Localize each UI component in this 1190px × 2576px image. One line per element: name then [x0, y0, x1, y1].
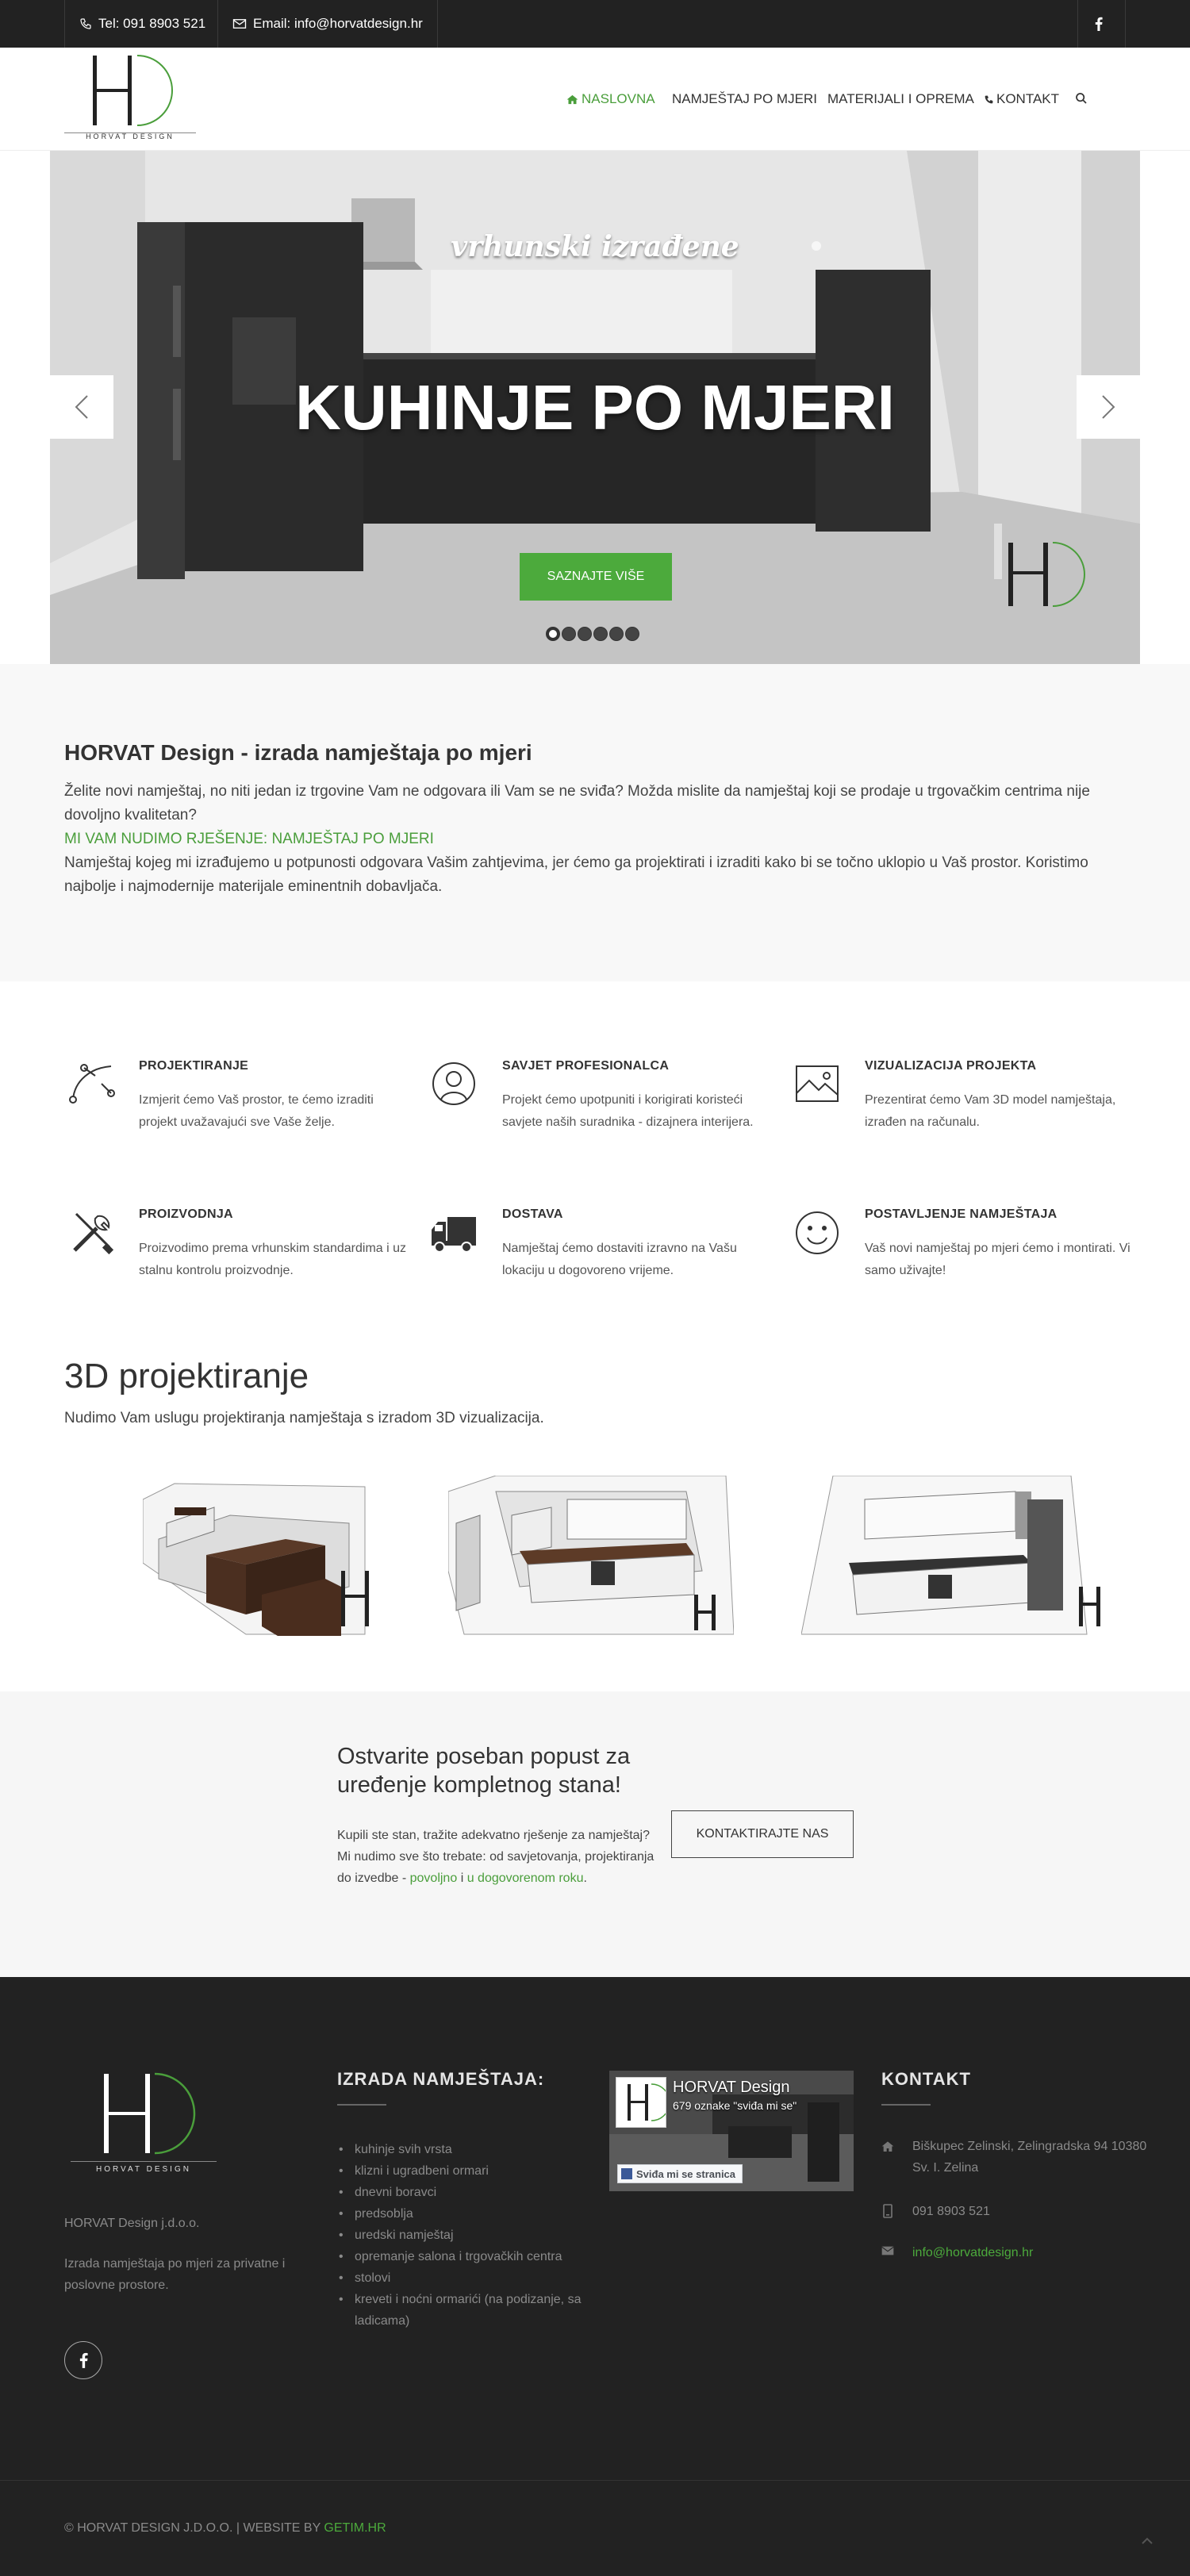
service-title: DOSTAVA [502, 1207, 563, 1221]
service-title: SAVJET PROFESIONALCA [502, 1059, 670, 1073]
slider-cta-button[interactable]: SAZNAJTE VIŠE [520, 553, 672, 601]
copyright-text: © HORVAT DESIGN J.D.O.O. | WEBSITE BY [64, 2521, 321, 2535]
footer-col2-title: IZRADA NAMJEŠTAJA: [337, 2069, 545, 2089]
footer-address: Biškupec Zelinski, Zelingradska 94 10380 Sv. I. Zelina [912, 2140, 1147, 2175]
home-icon [881, 2140, 894, 2153]
footer-facebook-button[interactable] [64, 2341, 102, 2379]
facebook-link[interactable] [1077, 0, 1126, 48]
topbar-email[interactable] [217, 0, 438, 48]
footer-divider [881, 2104, 931, 2106]
slider-dot[interactable] [625, 627, 639, 641]
render-image-3[interactable] [801, 1476, 1119, 1636]
promo-text-a: Kupili ste stan, tražite adekvatno rješenje za namještaj? [337, 1829, 650, 1842]
intro-text [64, 780, 1127, 899]
user-icon [428, 1058, 479, 1109]
service-title: POSTAVLJENJE NAMJEŠTAJA [865, 1207, 1058, 1221]
footer-list-item[interactable]: • predsoblja [337, 2203, 583, 2225]
section-title-3d: 3D projektiranje [64, 1357, 309, 1395]
logo[interactable] [64, 51, 196, 144]
facebook-widget[interactable] [609, 2071, 854, 2191]
service-title: PROJEKTIRANJE [139, 1059, 249, 1073]
nav-item-materijali[interactable] [827, 91, 974, 107]
promo-title: Ostvarite poseban popust za uređenje kompletnog stana! [337, 1744, 631, 1798]
logo-subtitle: HORVAT DESIGN [86, 132, 175, 140]
intro-paragraph-2: Namještaj kojeg mi izrađujemo u potpunosti odgovara Vašim zahtjevima, jer ćemo ga projektirati i izraditi kako bi se točno uklopio u Vaš prostor. Koristimo najbolje i najmodernije materijale eminentnih dobavljača. [64, 854, 1088, 895]
truck-icon [428, 1207, 479, 1258]
slider-dot[interactable] [546, 627, 560, 641]
image-icon [792, 1058, 843, 1109]
render-image-1[interactable] [143, 1476, 381, 1636]
tools-icon [67, 1207, 117, 1258]
service-text: Prezentirat ćemo Vam 3D model namještaja, izrađen na računalu. [865, 1093, 1116, 1129]
nav-label: KONTAKT [996, 91, 1060, 106]
intro-highlight: MI VAM NUDIMO RJEŠENJE: NAMJEŠTAJ PO MJERI [64, 831, 434, 847]
slider-subtitle: vrhunski izrađene [451, 230, 739, 263]
contact-us-button[interactable]: KONTAKTIRAJTE NAS [671, 1810, 854, 1858]
footer-email[interactable]: info@horvatdesign.hr [912, 2246, 1034, 2259]
facebook-icon [1095, 17, 1103, 31]
slider-dot[interactable] [578, 627, 592, 641]
nav-label: NAMJEŠTAJ PO MJERI [672, 91, 817, 106]
avatar-logo [616, 2078, 666, 2127]
footer-contact-title: KONTAKT [881, 2069, 971, 2089]
facebook-icon [621, 2168, 632, 2179]
smile-icon [792, 1207, 843, 1258]
service-text: Vaš novi namještaj po mjeri ćemo i montirati. Vi samo uživajte! [865, 1242, 1130, 1277]
footer-company: HORVAT Design j.d.o.o. [64, 2217, 200, 2230]
phone-icon [79, 17, 92, 30]
section-subtitle-3d: Nudimo Vam uslugu projektiranja namještaja s izradom 3D vizualizacija. [64, 1410, 544, 1426]
slider-prev-button[interactable] [50, 375, 113, 439]
chevron-left-icon [75, 394, 89, 420]
footer-logo-subtitle: HORVAT DESIGN [96, 2165, 191, 2174]
search-icon [1075, 92, 1088, 105]
footer-list-item[interactable]: • klizni i ugradbeni ormari [337, 2160, 583, 2182]
promo-link-rok[interactable]: u dogovorenom roku [466, 1872, 584, 1885]
credit-link[interactable]: GETIM.HR [324, 2521, 386, 2535]
service-title: VIZUALIZACIJA PROJEKTA [865, 1059, 1037, 1073]
footer-list-item[interactable]: • opremanje salona i trgovačkih centra [337, 2246, 583, 2267]
footer-services-list [337, 2139, 583, 2332]
topbar-phone-text: Tel: 091 8903 521 [98, 16, 206, 31]
facebook-like-label: Sviđa mi se stranica [636, 2167, 736, 2180]
service-text: Izmjerit ćemo Vaš prostor, te ćemo izraditi projekt uvažavajući sve Vaše želje. [139, 1093, 374, 1129]
search-button[interactable] [1075, 92, 1088, 105]
top-bar [0, 0, 1190, 48]
copyright [64, 2521, 386, 2536]
service-title: PROIZVODNJA [139, 1207, 233, 1221]
facebook-likes-count: 679 oznake "sviđa mi se" [673, 2099, 797, 2112]
footer-divider [337, 2104, 386, 2106]
slider-title: KUHINJE PO MJERI [295, 372, 895, 443]
intro-paragraph-1: Želite novi namještaj, no niti jedan iz trgovine Vam ne odgovara ili Vam se ne sviđa? Možda mislite da namještaj koji se prodaje u trgovačkim centrima nije dovoljno kvalitetan? [64, 783, 1090, 823]
facebook-icon [79, 2352, 88, 2368]
phone-icon [984, 94, 994, 105]
home-icon [566, 94, 578, 105]
nav-item-kontakt[interactable] [984, 91, 1059, 107]
promo-end: . [583, 1872, 587, 1885]
nav-label: NASLOVNA [582, 91, 655, 106]
service-text: Projekt ćemo upotpuniti i korigirati koristeći savjete naših suradnika - dizajnera interijera. [502, 1093, 754, 1129]
nav-label: MATERIJALI I OPREMA [827, 91, 974, 106]
watermark-logo [1002, 539, 1085, 611]
render-image-2[interactable] [448, 1476, 734, 1636]
facebook-like-button[interactable] [617, 2164, 743, 2183]
topbar-email-text: Email: info@horvatdesign.hr [253, 16, 423, 31]
facebook-avatar [616, 2077, 666, 2128]
intro-title: HORVAT Design - izrada namještaja po mjeri [64, 740, 532, 765]
chevron-right-icon [1101, 394, 1115, 420]
slider-dot[interactable] [609, 627, 624, 641]
footer-list-item[interactable]: • uredski namještaj [337, 2225, 583, 2246]
hero-slider[interactable] [50, 151, 1140, 664]
service-text: Namještaj ćemo dostaviti izravno na Vašu lokaciju u dogovoreno vrijeme. [502, 1242, 737, 1277]
nav-item-namjestaj[interactable] [672, 91, 817, 107]
promo-join: i [460, 1872, 464, 1885]
promo-text-b-body: Mi nudimo sve što trebate: od savjetovanja, projektiranja do izvedbe - [337, 1850, 654, 1885]
scroll-top-button[interactable] [1141, 2537, 1154, 2545]
facebook-page-name[interactable]: HORVAT Design [673, 2079, 790, 2096]
envelope-icon [881, 2246, 894, 2255]
promo-text-b [337, 1846, 654, 1889]
logo-mark [64, 51, 196, 144]
footer-list-item[interactable]: • kuhinje svih vrsta [337, 2139, 583, 2160]
promo-text [337, 1825, 654, 1889]
slider-dots [546, 627, 639, 643]
service-text: Proizvodimo prema vrhunskim standardima i uz stalnu kontrolu proizvodnje. [139, 1242, 407, 1277]
slider-dot[interactable] [562, 627, 576, 641]
footer-list-item[interactable]: • dnevni boravci [337, 2182, 583, 2203]
footer-about: Izrada namještaja po mjeri za privatne i poslovne prostore. [64, 2257, 286, 2292]
footer-list-item[interactable]: • kreveti i noćni ormarići (na podizanje, sa ladicama) [337, 2289, 583, 2332]
slider-next-button[interactable] [1077, 375, 1140, 439]
footer-phone[interactable]: 091 8903 521 [912, 2205, 990, 2218]
nav-item-naslovna[interactable] [566, 91, 655, 107]
slider-dot[interactable] [593, 627, 608, 641]
topbar-phone[interactable] [64, 0, 220, 48]
footer-list-item[interactable]: • stolovi [337, 2267, 583, 2289]
promo-link-povoljno[interactable]: povoljno [409, 1872, 458, 1885]
envelope-icon [232, 17, 247, 30]
footer-logo[interactable] [64, 2069, 223, 2180]
pen-curve-icon [67, 1058, 117, 1109]
mobile-icon [883, 2204, 892, 2218]
